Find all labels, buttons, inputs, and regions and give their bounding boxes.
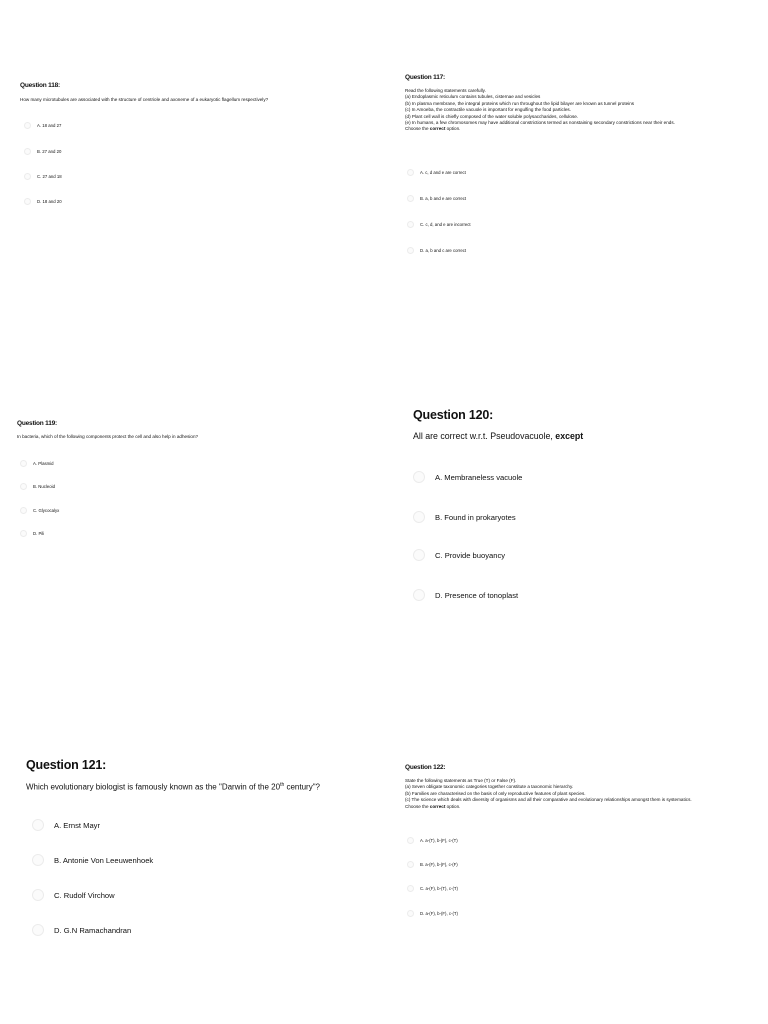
option-label: D. Pili [33,531,45,536]
statement-b: (b) Families are characterised on the basis of only reproductive features of plant species. [405,790,586,796]
radio-circle-icon[interactable] [407,169,414,176]
question-118-card [20,82,269,204]
question-stem: How many microtubules are associated with the structure of centriole and axoneme of a eukaryotic flagellum respectively? [20,97,269,102]
option-b[interactable] [32,854,153,866]
option-label: D. G.N Ramachandran [54,925,132,935]
question-title: Question 119: [17,420,58,427]
option-label: A. a-(T), b-(F), c-(T) [420,838,458,843]
option-c[interactable] [413,549,505,561]
question-title: Question 121: [26,758,107,772]
question-stem-line: State the following statements as True (T) or False (F). [405,778,517,783]
radio-circle-icon[interactable] [407,861,414,868]
option-a[interactable] [32,819,100,831]
option-label: A. Membraneless vacuole [435,472,523,482]
option-d[interactable] [32,924,131,936]
statement-a: (a) Endoplasmic reticulum contains tubules, cisternae and vesicles [405,94,541,100]
radio-circle-icon[interactable] [20,483,27,490]
statement-a: (a) Seven obligate taxonomic categories together constitute a taxonomic hierarchy. [405,784,574,790]
option-label: A. 18 and 27 [37,123,62,128]
statement-c: (c) The science which deals with diversity of organisms and all their comparative and evolutionary relationships amongst them is systematics. [405,797,692,803]
choose-instruction: Choose the correct option. [405,126,461,132]
option-a[interactable] [407,169,466,176]
option-c[interactable] [407,885,458,892]
radio-circle-icon[interactable] [413,549,425,561]
option-c[interactable] [24,173,62,180]
question-119-card [17,420,199,536]
question-stem-line: Read the following statements carefully. [405,88,486,93]
question-title: Question 118: [20,82,61,89]
option-d[interactable] [407,247,466,254]
statement-e: (e) In humans, a few chromosomes may have additional constrictions termed as nonstaining secondary constrictions near their ends. [405,120,675,126]
option-a[interactable] [413,471,522,483]
option-label: C. c, d, and e are incorrect [420,222,471,227]
radio-circle-icon[interactable] [407,837,414,844]
radio-circle-icon[interactable] [413,511,425,523]
radio-circle-icon[interactable] [20,460,27,467]
option-c[interactable] [20,507,59,514]
option-a[interactable] [20,460,54,467]
option-label: D. 18 and 20 [37,199,62,204]
question-120-card [413,408,584,600]
option-label: A. Ernst Mayr [54,820,100,830]
radio-circle-icon[interactable] [407,910,414,917]
radio-circle-icon[interactable] [24,122,31,129]
radio-circle-icon[interactable] [32,889,44,901]
option-label: D. Presence of tonoplast [435,590,519,600]
option-label: B. Found in prokaryotes [435,512,516,522]
option-d[interactable] [24,198,62,205]
option-b[interactable] [413,511,516,523]
radio-circle-icon[interactable] [32,924,44,936]
option-c[interactable] [32,889,115,901]
option-label: C. Provide buoyancy [435,550,506,560]
question-title: Question 117: [405,74,446,81]
option-b[interactable] [24,148,61,155]
radio-circle-icon[interactable] [407,247,414,254]
option-label: D. a, b and c are correct [420,248,467,253]
option-label: B. 27 and 20 [37,149,62,154]
radio-circle-icon[interactable] [407,195,414,202]
question-121-card [26,758,320,935]
option-d[interactable] [20,530,44,537]
statement-b: (b) In plasma membrane, the integral proteins which run throughout the lipid bilayer are known as tunnel proteins [405,100,635,106]
option-label: A. c, d and e are correct [420,170,466,175]
question-title: Question 120: [413,408,494,422]
option-b[interactable] [407,861,458,868]
radio-circle-icon[interactable] [24,148,31,155]
radio-circle-icon[interactable] [24,173,31,180]
radio-circle-icon[interactable] [24,198,31,205]
option-b[interactable] [407,195,466,202]
option-label: A. Plasmid [33,461,54,466]
option-label: B. Nucleoid [33,484,55,489]
radio-circle-icon[interactable] [413,589,425,601]
radio-circle-icon[interactable] [32,854,44,866]
option-b[interactable] [20,483,55,490]
option-a[interactable] [24,122,61,129]
option-label: B. Antonie Von Leeuwenhoek [54,855,154,865]
option-label: B. a, b and e are correct [420,196,467,201]
question-title: Question 122: [405,764,446,771]
option-a[interactable] [407,837,458,844]
option-label: C. a-(F), b-(T), c-(T) [420,886,458,891]
radio-circle-icon[interactable] [20,507,27,514]
option-label: C. 27 and 18 [37,174,62,179]
choose-instruction: Choose the correct option. [405,803,461,809]
radio-circle-icon[interactable] [32,819,44,831]
question-stem: Which evolutionary biologist is famously known as the "Darwin of the 20th century"? [26,782,320,792]
option-label: C. Rudolf Virchow [54,890,115,900]
question-stem: All are correct w.r.t. Pseudovacuole, except [413,431,584,441]
option-label: C. Glycocalyx [33,508,60,513]
statement-d: (d) Plant cell wall is chiefly composed of the water soluble polysaccharides, cellulose. [405,113,579,119]
radio-circle-icon[interactable] [20,530,27,537]
question-122-card [405,764,692,916]
option-d[interactable] [413,589,518,601]
radio-circle-icon[interactable] [413,471,425,483]
option-label: B. a-(F), b-(F), c-(F) [420,862,458,867]
option-d[interactable] [407,910,458,917]
option-label: D. a-(F), b-(F), c-(T) [420,911,458,916]
radio-circle-icon[interactable] [407,885,414,892]
question-stem: In bacteria, which of the following components protect the cell and also help in adhesion? [17,434,199,439]
statement-c: (c) In Amoeba, the contractile vacuole is important for engulfing the food particles. [405,107,571,113]
option-c[interactable] [407,221,471,228]
radio-circle-icon[interactable] [407,221,414,228]
question-117-card [405,74,675,253]
